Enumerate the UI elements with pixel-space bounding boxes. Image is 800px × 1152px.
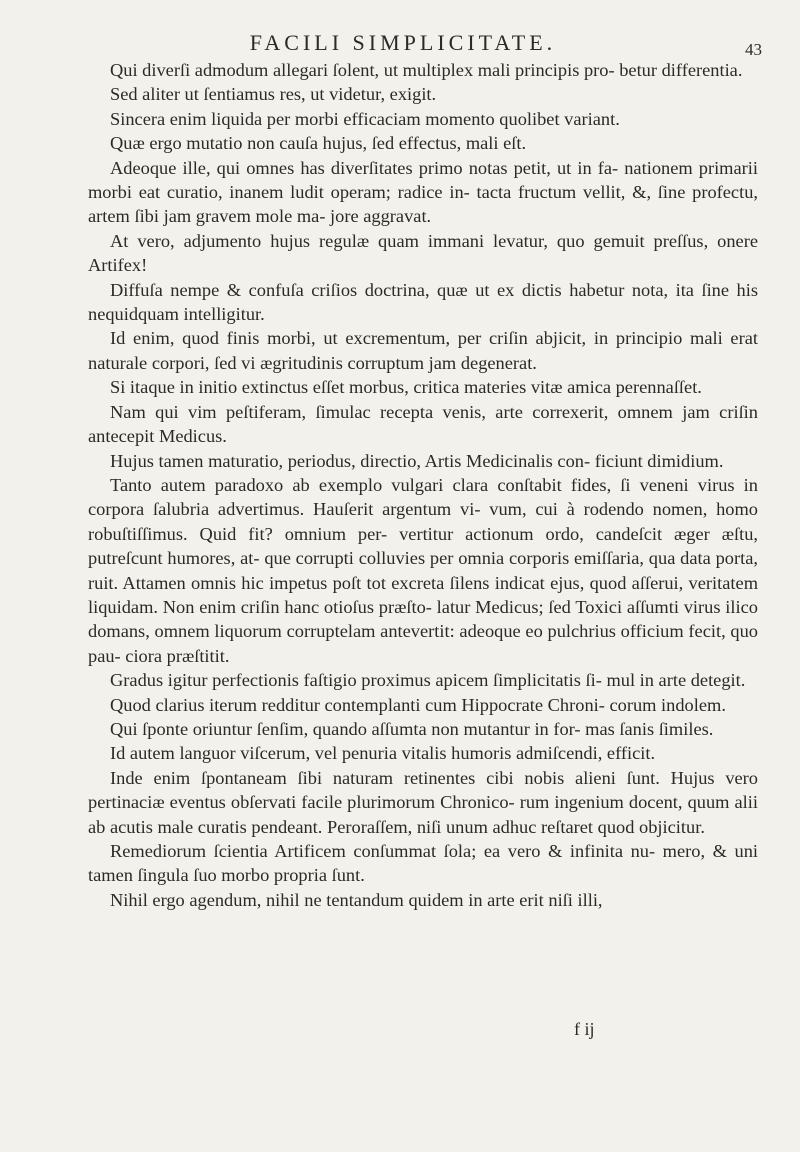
- paragraph: Sincera enim liquida per morbi efficaciam momento quolibet variant.: [110, 108, 620, 129]
- paragraph: Tanto autem paradoxo ab exemplo vulgari clara conſtabit fides, ſi veneni virus in corpora ſalubria advertimus. Hauſerit argentum vi- vum, cui à rodendo nomen, homo robuſtiſſimus. Quid fit? omnium per- vertitur actionum ordo, candeſcit æger æſtu, putreſcunt humores, at- que corrupti colluvies per omnia corporis emiſſaria, qua data porta, ruit. Attamen omnis hic impetus poſt tot excreta ſilens indicat ejus, quod aſſerui, veritatem liquidam. Non enim criſin hanc otioſus præſto- latur Medicus; ſed Toxici aſſumti virus ilico domans, omnem liquorum corruptelam antevertit: adeoque eo pulchrius officium fecit, quo pau- ciora præſtitit.: [88, 474, 758, 666]
- paragraph: Inde enim ſpontaneam ſibi naturam retinentes cibi nobis alieni ſunt. Hujus vero pertinaciæ eventus obſervati facile plurimorum Chronico- rum ingenium docent, quum alii ab acutis male curatis pendeant. Peroraſſem, niſi unum adhuc reſtaret quod objicitur.: [88, 767, 758, 837]
- body-text: [88, 58, 758, 912]
- paragraph: Adeoque ille, qui omnes has diverſitates primo notas petit, ut in fa- nationem primarii morbi eat curatio, inanem ludit operam; radice in- tacta fructum vellit, &, ſine profectu, artem ſibi jam gravem mole ma- jore aggravat.: [88, 157, 758, 227]
- paragraph: Remediorum ſcientia Artificem conſummat ſola; ea vero & infinita nu- mero, & uni tamen ſingula ſuo morbo propria ſunt.: [88, 841, 758, 886]
- paragraph: Gradus igitur perfectionis faſtigio proximus apicem ſimplicitatis ſi- mul in arte detegit.: [110, 670, 746, 691]
- paragraph: Nihil ergo agendum, nihil ne tentandum quidem in arte erit niſi illi,: [110, 889, 603, 910]
- paragraph: Hujus tamen maturatio, periodus, directio, Artis Medicinalis con- ficiunt dimidium.: [110, 450, 724, 471]
- paragraph: Quæ ergo mutatio non cauſa hujus, ſed effectus, mali eſt.: [110, 133, 527, 154]
- running-title: FACILI SIMPLICITATE.: [249, 30, 557, 55]
- paragraph: Id enim, quod finis morbi, ut excrementum, per criſin abjicit, in principio mali erat naturale corpori, ſed vi ægritudinis corruptum jam degenerat.: [88, 328, 758, 373]
- paragraph: Qui diverſi admodum allegari ſolent, ut multiplex mali principis pro- betur differentia.: [110, 60, 743, 80]
- paragraph: Quod clarius iterum redditur contemplanti cum Hippocrate Chroni- corum indolem.: [110, 694, 726, 715]
- paragraph: Si itaque in initio extinctus eſſet morbus, critica materies vitæ amica perennaſſet.: [110, 377, 702, 398]
- paragraph: Nam qui vim peſtiferam, ſimulac recepta venis, arte correxerit, omnem jam criſin antecepit Medicus.: [88, 401, 758, 447]
- paragraph: Id autem languor viſcerum, vel penuria vitalis humoris admiſcendi, efficit.: [110, 743, 656, 764]
- paragraph: Diffuſa nempe & confuſa criſios doctrina, quæ ut ex dictis habetur nota, ita ſine his nequidquam intelligitur.: [88, 279, 758, 325]
- paragraph: At vero, adjumento hujus regulæ quam immani levatur, quo gemuit preſſus, onere Artifex!: [88, 230, 758, 276]
- page-number: 43: [745, 40, 762, 59]
- paragraph: Qui ſponte oriuntur ſenſim, quando aſſumta non mutantur in for- mas ſanis ſimiles.: [110, 718, 714, 739]
- signature-mark: f ij: [574, 1019, 595, 1039]
- paragraph: Sed aliter ut ſentiamus res, ut videtur, exigit.: [110, 84, 437, 105]
